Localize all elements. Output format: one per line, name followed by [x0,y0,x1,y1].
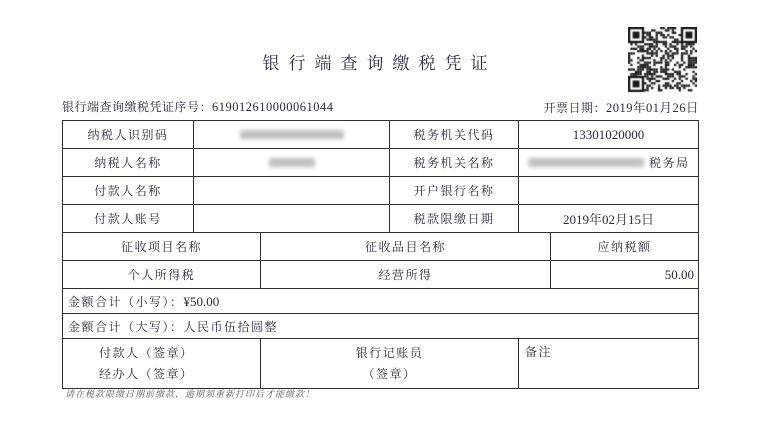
payer-account-value [194,205,390,233]
table-row [63,261,699,289]
serial-label: 银行端查询缴税凭证序号： [62,100,213,114]
total-big-value: 人民币伍拾圆整 [183,319,279,334]
table-row [63,149,699,177]
table-row [63,205,699,233]
payer-name-value [194,177,390,205]
payer-name-label: 付款人名称 [63,177,194,205]
redacted-tax-authority-name [528,158,644,167]
table-row [63,121,699,149]
bank-name-label: 开户银行名称 [390,177,519,205]
payer-signature-label: 付款人（签章） [99,345,194,360]
table-row [63,289,699,314]
tax-deadline-value: 2019年02月15日 [519,205,699,233]
redacted-taxpayer-id [240,130,344,139]
issue-date [543,98,699,116]
bank-name-value [519,177,699,205]
signature-table [62,338,699,389]
table-row [63,314,699,339]
table-row [63,339,699,389]
footer-note: 请在税款限缴日期前缴款，逾期须重新打印后才能缴款！ [65,389,316,399]
totals-table [62,288,699,339]
serial-number [62,98,334,116]
tax-authority-code-value: 13301020000 [519,121,699,149]
qr-code-icon [628,27,697,93]
taxpayer-id-label: 纳税人识别码 [63,121,194,149]
bank-bookkeeper-seal-label: （签章） [362,366,417,381]
total-small-label: 金额合计（小写）： [68,294,184,309]
tax-deadline-label: 税款限缴日期 [390,205,519,233]
page-title: 银行端查询缴税凭证 [262,54,497,73]
tax-items-table [62,232,699,289]
col-header-amount: 应纳税额 [551,233,699,261]
table-header-row [63,233,699,261]
col-header-project: 征收项目名称 [63,233,261,261]
item-project: 个人所得税 [63,261,261,289]
handler-signature-label: 经办人（签章） [99,366,194,381]
bank-bookkeeper-label: 银行记账员 [355,345,424,360]
remark-label: 备注 [519,339,699,389]
redacted-taxpayer-name [269,158,315,167]
col-header-category: 征收品目名称 [261,233,551,261]
item-category: 经营所得 [261,261,551,289]
issue-date-value: 2019年01月26日 [605,101,699,115]
tax-authority-name-suffix: 税务局 [649,156,690,170]
total-big-label: 金额合计（大写）： [68,319,184,334]
table-row [63,177,699,205]
serial-value: 619012610000061044 [212,100,334,114]
taxpayer-name-label: 纳税人名称 [63,149,194,177]
payer-account-label: 付款人账号 [63,205,194,233]
meta-row [62,98,699,116]
tax-authority-name-label: 税务机关名称 [390,149,519,177]
tax-authority-code-label: 税务机关代码 [390,121,519,149]
voucher-table [62,120,699,389]
info-table [62,120,699,233]
item-amount: 50.00 [551,261,699,289]
issue-date-label: 开票日期： [543,101,606,115]
total-small-value: ¥50.00 [183,293,220,309]
